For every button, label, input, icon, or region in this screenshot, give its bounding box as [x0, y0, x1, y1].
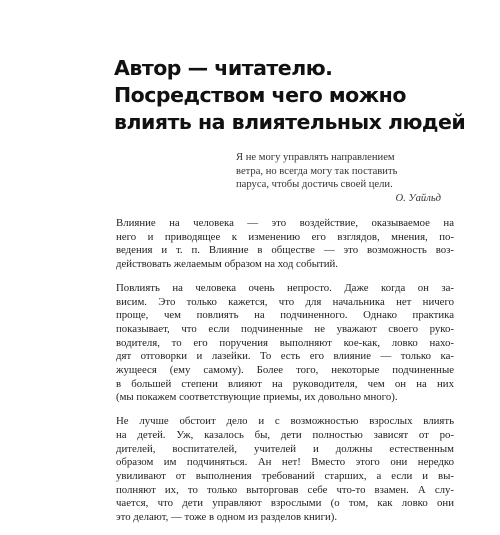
epigraph-line: паруса, чтобы достичь своей цели. — [236, 179, 393, 191]
text-line: проще, чем повлиять на подчиненного. Однако практика — [116, 309, 454, 322]
text-line: висим. Это только кажется, что для начальника нет ничего — [116, 295, 454, 308]
epigraph-author: О. Уайльд — [395, 192, 441, 204]
text-line: показывает, что если подчиненные не уважают своего руко- — [116, 322, 454, 335]
paragraph — [116, 415, 454, 525]
paragraph — [116, 217, 454, 272]
text-line: Не лучше обстоит дело и с возможностью взрослых влиять — [116, 415, 454, 428]
body-text — [116, 217, 454, 535]
text-line: жущееся (ему самому). Более того, некоторые подчиненные — [116, 364, 454, 377]
chapter-title-line: Посредством чего можно — [114, 83, 406, 107]
epigraph-line: ветра, но всегда могу так поставить — [236, 165, 398, 177]
text-line: ведения и т. п. Влияние в обществе — это возможность воз- — [116, 244, 454, 257]
text-line: образом им подчиняться. Ан нет! Вместо этого они нередко — [116, 456, 454, 469]
text-line: на детей. Уж, казалось бы, дети полностью зависят от ро- — [116, 428, 454, 441]
epigraph — [236, 151, 441, 205]
epigraph-line: Я не могу управлять направлением — [236, 152, 395, 163]
text-line: (мы покажем соответствующие приемы, их довольно много). — [116, 391, 398, 404]
text-line: чается, что дети управляют взрослыми (о том, как ловко они — [116, 497, 454, 510]
chapter-title — [114, 55, 466, 136]
text-line: полняют их, то только выторговав себе что-то взамен. А слу- — [116, 483, 454, 496]
text-line: дят отговорки и лазейки. То есть его влияние — только ка- — [116, 350, 454, 363]
text-line: действовать желаемым образом на ход событий. — [116, 258, 338, 271]
text-line: Влияние на человека — это воздействие, оказываемое на — [116, 217, 454, 229]
paragraph — [116, 282, 454, 405]
chapter-title-line: Автор — читателю. — [114, 56, 333, 80]
text-line: увиливают от выполнения требований старших, а если и вы- — [116, 469, 454, 482]
text-line: в большей степени влияют на руководителя, чем он на них — [116, 377, 454, 390]
text-line: Повлиять на человека очень непросто. Даже когда он за- — [116, 281, 454, 294]
text-line: него и приводящее к изменению его взглядов, мнения, по- — [116, 230, 454, 243]
text-line: водителя, то его поручения выполняют кое-как, ловко нахо- — [116, 336, 454, 349]
chapter-title-line: влиять на влиятельных людей — [114, 110, 466, 134]
text-line: дителей, воспитателей, учителей и должны естественным — [116, 442, 454, 455]
text-line: это делают, — тоже в одном из разделов книги). — [116, 511, 338, 524]
